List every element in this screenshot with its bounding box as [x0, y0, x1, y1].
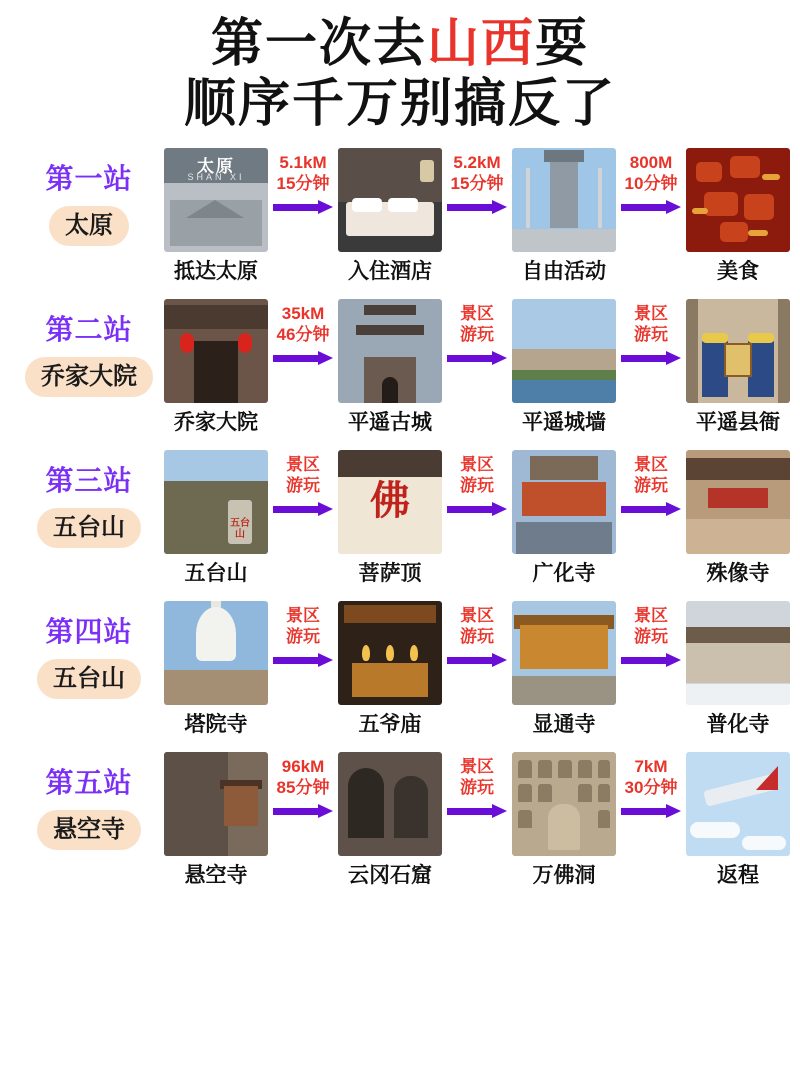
xiantong-temple-photo	[512, 601, 616, 705]
connector-distance: 800M	[629, 153, 673, 172]
flow-2	[164, 299, 790, 436]
node-3-2[interactable]	[338, 450, 442, 587]
node-1-4[interactable]	[686, 148, 790, 285]
arrow-right-icon	[621, 502, 681, 516]
title-line-1	[0, 14, 800, 74]
pingyao-city-wall-photo	[512, 299, 616, 403]
taiyuan-city-photo	[164, 148, 268, 252]
node-4-1[interactable]	[164, 601, 268, 738]
node-label: 美食	[717, 260, 759, 283]
connector-distance: 5.2kM	[453, 153, 501, 172]
node-4-3[interactable]	[512, 601, 616, 738]
station-title-1: 第一站	[45, 163, 133, 194]
connector-action: 游玩	[460, 476, 494, 495]
arrow-right-icon	[273, 653, 333, 667]
connector-type: 景区	[286, 606, 320, 625]
puhua-temple-photo	[686, 601, 790, 705]
arrow-right-icon	[273, 804, 333, 818]
connector-type: 景区	[634, 455, 668, 474]
node-label: 抵达太原	[174, 260, 258, 283]
arrow-right-icon	[621, 351, 681, 365]
itinerary-section-3	[0, 450, 800, 587]
node-label: 云冈石窟	[348, 864, 432, 887]
connector-2-3	[616, 299, 686, 365]
connector-2-2	[442, 299, 512, 365]
connector-duration: 15分钟	[450, 174, 504, 193]
node-label: 乔家大院	[174, 411, 258, 434]
station-badge-4: 五台山	[37, 659, 141, 699]
node-label: 平遥城墙	[522, 411, 606, 434]
connector-duration: 10分钟	[624, 174, 678, 193]
node-2-3[interactable]	[512, 299, 616, 436]
photo-overlay-title: 五台山	[230, 518, 250, 540]
connector-distance: 96kM	[281, 757, 325, 776]
connector-5-3	[616, 752, 686, 818]
city-square-photo	[512, 148, 616, 252]
connector-action: 游玩	[634, 627, 668, 646]
connector-3-1	[268, 450, 338, 516]
arrow-right-icon	[447, 351, 507, 365]
node-4-4[interactable]	[686, 601, 790, 738]
connector-1-2	[442, 148, 512, 214]
node-label: 平遥古城	[348, 411, 432, 434]
itinerary-section-2	[0, 299, 800, 436]
flow-1	[164, 148, 790, 285]
itinerary-section-5	[0, 752, 800, 889]
connector-action: 游玩	[634, 325, 668, 344]
connector-action: 游玩	[286, 627, 320, 646]
node-2-2[interactable]	[338, 299, 442, 436]
node-label: 平遥县衙	[696, 411, 780, 434]
connector-action: 游玩	[460, 325, 494, 344]
qiao-family-compound-photo	[164, 299, 268, 403]
arrow-right-icon	[273, 351, 333, 365]
arrow-right-icon	[447, 200, 507, 214]
yungang-grottoes-photo	[338, 752, 442, 856]
node-3-1[interactable]	[164, 450, 268, 587]
arrow-right-icon	[273, 502, 333, 516]
node-3-3[interactable]	[512, 450, 616, 587]
connector-action: 游玩	[634, 476, 668, 495]
flow-3	[164, 450, 790, 587]
connector-distance: 5.1kM	[279, 153, 327, 172]
node-1-2[interactable]	[338, 148, 442, 285]
hanging-temple-photo	[164, 752, 268, 856]
node-2-1[interactable]	[164, 299, 268, 436]
shuxiang-temple-photo	[686, 450, 790, 554]
photo-overlay-title: 太原	[197, 157, 235, 176]
node-label: 五爷庙	[358, 713, 422, 736]
node-label: 普化寺	[706, 713, 770, 736]
node-label: 返程	[717, 864, 759, 887]
connector-type: 景区	[286, 455, 320, 474]
station-title-5: 第五站	[45, 767, 133, 798]
arrow-right-icon	[447, 502, 507, 516]
node-4-2[interactable]	[338, 601, 442, 738]
page-title	[0, 0, 800, 134]
connector-type: 景区	[634, 304, 668, 323]
node-label: 自由活动	[522, 260, 606, 283]
node-1-1[interactable]	[164, 148, 268, 285]
pingyao-county-yamen-photo	[686, 299, 790, 403]
pusading-temple-photo	[338, 450, 442, 554]
node-1-3[interactable]	[512, 148, 616, 285]
station-block-3	[14, 450, 164, 548]
connector-distance: 35kM	[281, 304, 325, 323]
node-label: 万佛洞	[532, 864, 596, 887]
wuye-temple-photo	[338, 601, 442, 705]
connector-3-2	[442, 450, 512, 516]
arrow-right-icon	[273, 200, 333, 214]
station-title-3: 第三站	[45, 465, 133, 496]
connector-4-3	[616, 601, 686, 667]
connector-action: 游玩	[286, 476, 320, 495]
guanghua-temple-photo	[512, 450, 616, 554]
station-block-2	[14, 299, 164, 397]
node-label: 菩萨顶	[358, 562, 422, 585]
local-food-photo	[686, 148, 790, 252]
connector-duration: 46分钟	[276, 325, 330, 344]
arrow-right-icon	[621, 653, 681, 667]
node-label: 五台山	[184, 562, 248, 585]
arrow-right-icon	[621, 200, 681, 214]
airplane-photo	[686, 752, 790, 856]
title-line-1-post: 耍	[535, 15, 590, 73]
station-title-4: 第四站	[45, 616, 133, 647]
itinerary-section-1	[0, 148, 800, 285]
connector-5-2	[442, 752, 512, 818]
photo-overlay-subtitle: SHAN XI	[187, 172, 245, 182]
node-5-2[interactable]	[338, 752, 442, 889]
connector-action: 游玩	[460, 778, 494, 797]
wanfo-cave-photo	[512, 752, 616, 856]
title-highlight: 山西	[426, 15, 535, 73]
connector-type: 景区	[460, 606, 494, 625]
node-5-3[interactable]	[512, 752, 616, 889]
node-label: 殊像寺	[706, 562, 770, 585]
connector-distance: 7kM	[634, 757, 668, 776]
connector-duration: 15分钟	[276, 174, 330, 193]
connector-type: 景区	[634, 606, 668, 625]
node-label: 显通寺	[532, 713, 596, 736]
flow-4	[164, 601, 790, 738]
station-badge-5: 悬空寺	[37, 810, 141, 850]
tayuan-temple-photo	[164, 601, 268, 705]
flow-5	[164, 752, 790, 889]
connector-1-3	[616, 148, 686, 214]
connector-1-1	[268, 148, 338, 214]
connector-duration: 30分钟	[624, 778, 678, 797]
node-2-4[interactable]	[686, 299, 790, 436]
station-badge-3: 五台山	[37, 508, 141, 548]
node-label: 塔院寺	[184, 713, 248, 736]
node-5-4[interactable]	[686, 752, 790, 889]
connector-type: 景区	[460, 304, 494, 323]
arrow-right-icon	[447, 653, 507, 667]
connector-2-1	[268, 299, 338, 365]
connector-4-1	[268, 601, 338, 667]
connector-5-1	[268, 752, 338, 818]
arrow-right-icon	[447, 804, 507, 818]
connector-duration: 85分钟	[276, 778, 330, 797]
station-badge-1: 太原	[49, 206, 129, 246]
title-line-1-pre: 第一次去	[210, 15, 427, 73]
pingyao-ancient-city-photo	[338, 299, 442, 403]
arrow-right-icon	[621, 804, 681, 818]
node-label: 广化寺	[532, 562, 596, 585]
station-block-4	[14, 601, 164, 699]
station-badge-2: 乔家大院	[25, 357, 153, 397]
station-title-2: 第二站	[45, 314, 133, 345]
itinerary-section-4	[0, 601, 800, 738]
node-3-4[interactable]	[686, 450, 790, 587]
connector-type: 景区	[460, 455, 494, 474]
station-block-5	[14, 752, 164, 850]
hotel-room-photo	[338, 148, 442, 252]
connector-type: 景区	[460, 757, 494, 776]
connector-3-3	[616, 450, 686, 516]
station-block-1	[14, 148, 164, 246]
photo-overlay-title: 佛	[370, 479, 410, 523]
node-5-1[interactable]	[164, 752, 268, 889]
connector-4-2	[442, 601, 512, 667]
wutai-mountain-photo	[164, 450, 268, 554]
node-label: 入住酒店	[348, 260, 432, 283]
title-line-2: 顺序千万别搞反了	[183, 75, 616, 133]
connector-action: 游玩	[460, 627, 494, 646]
node-label: 悬空寺	[184, 864, 248, 887]
